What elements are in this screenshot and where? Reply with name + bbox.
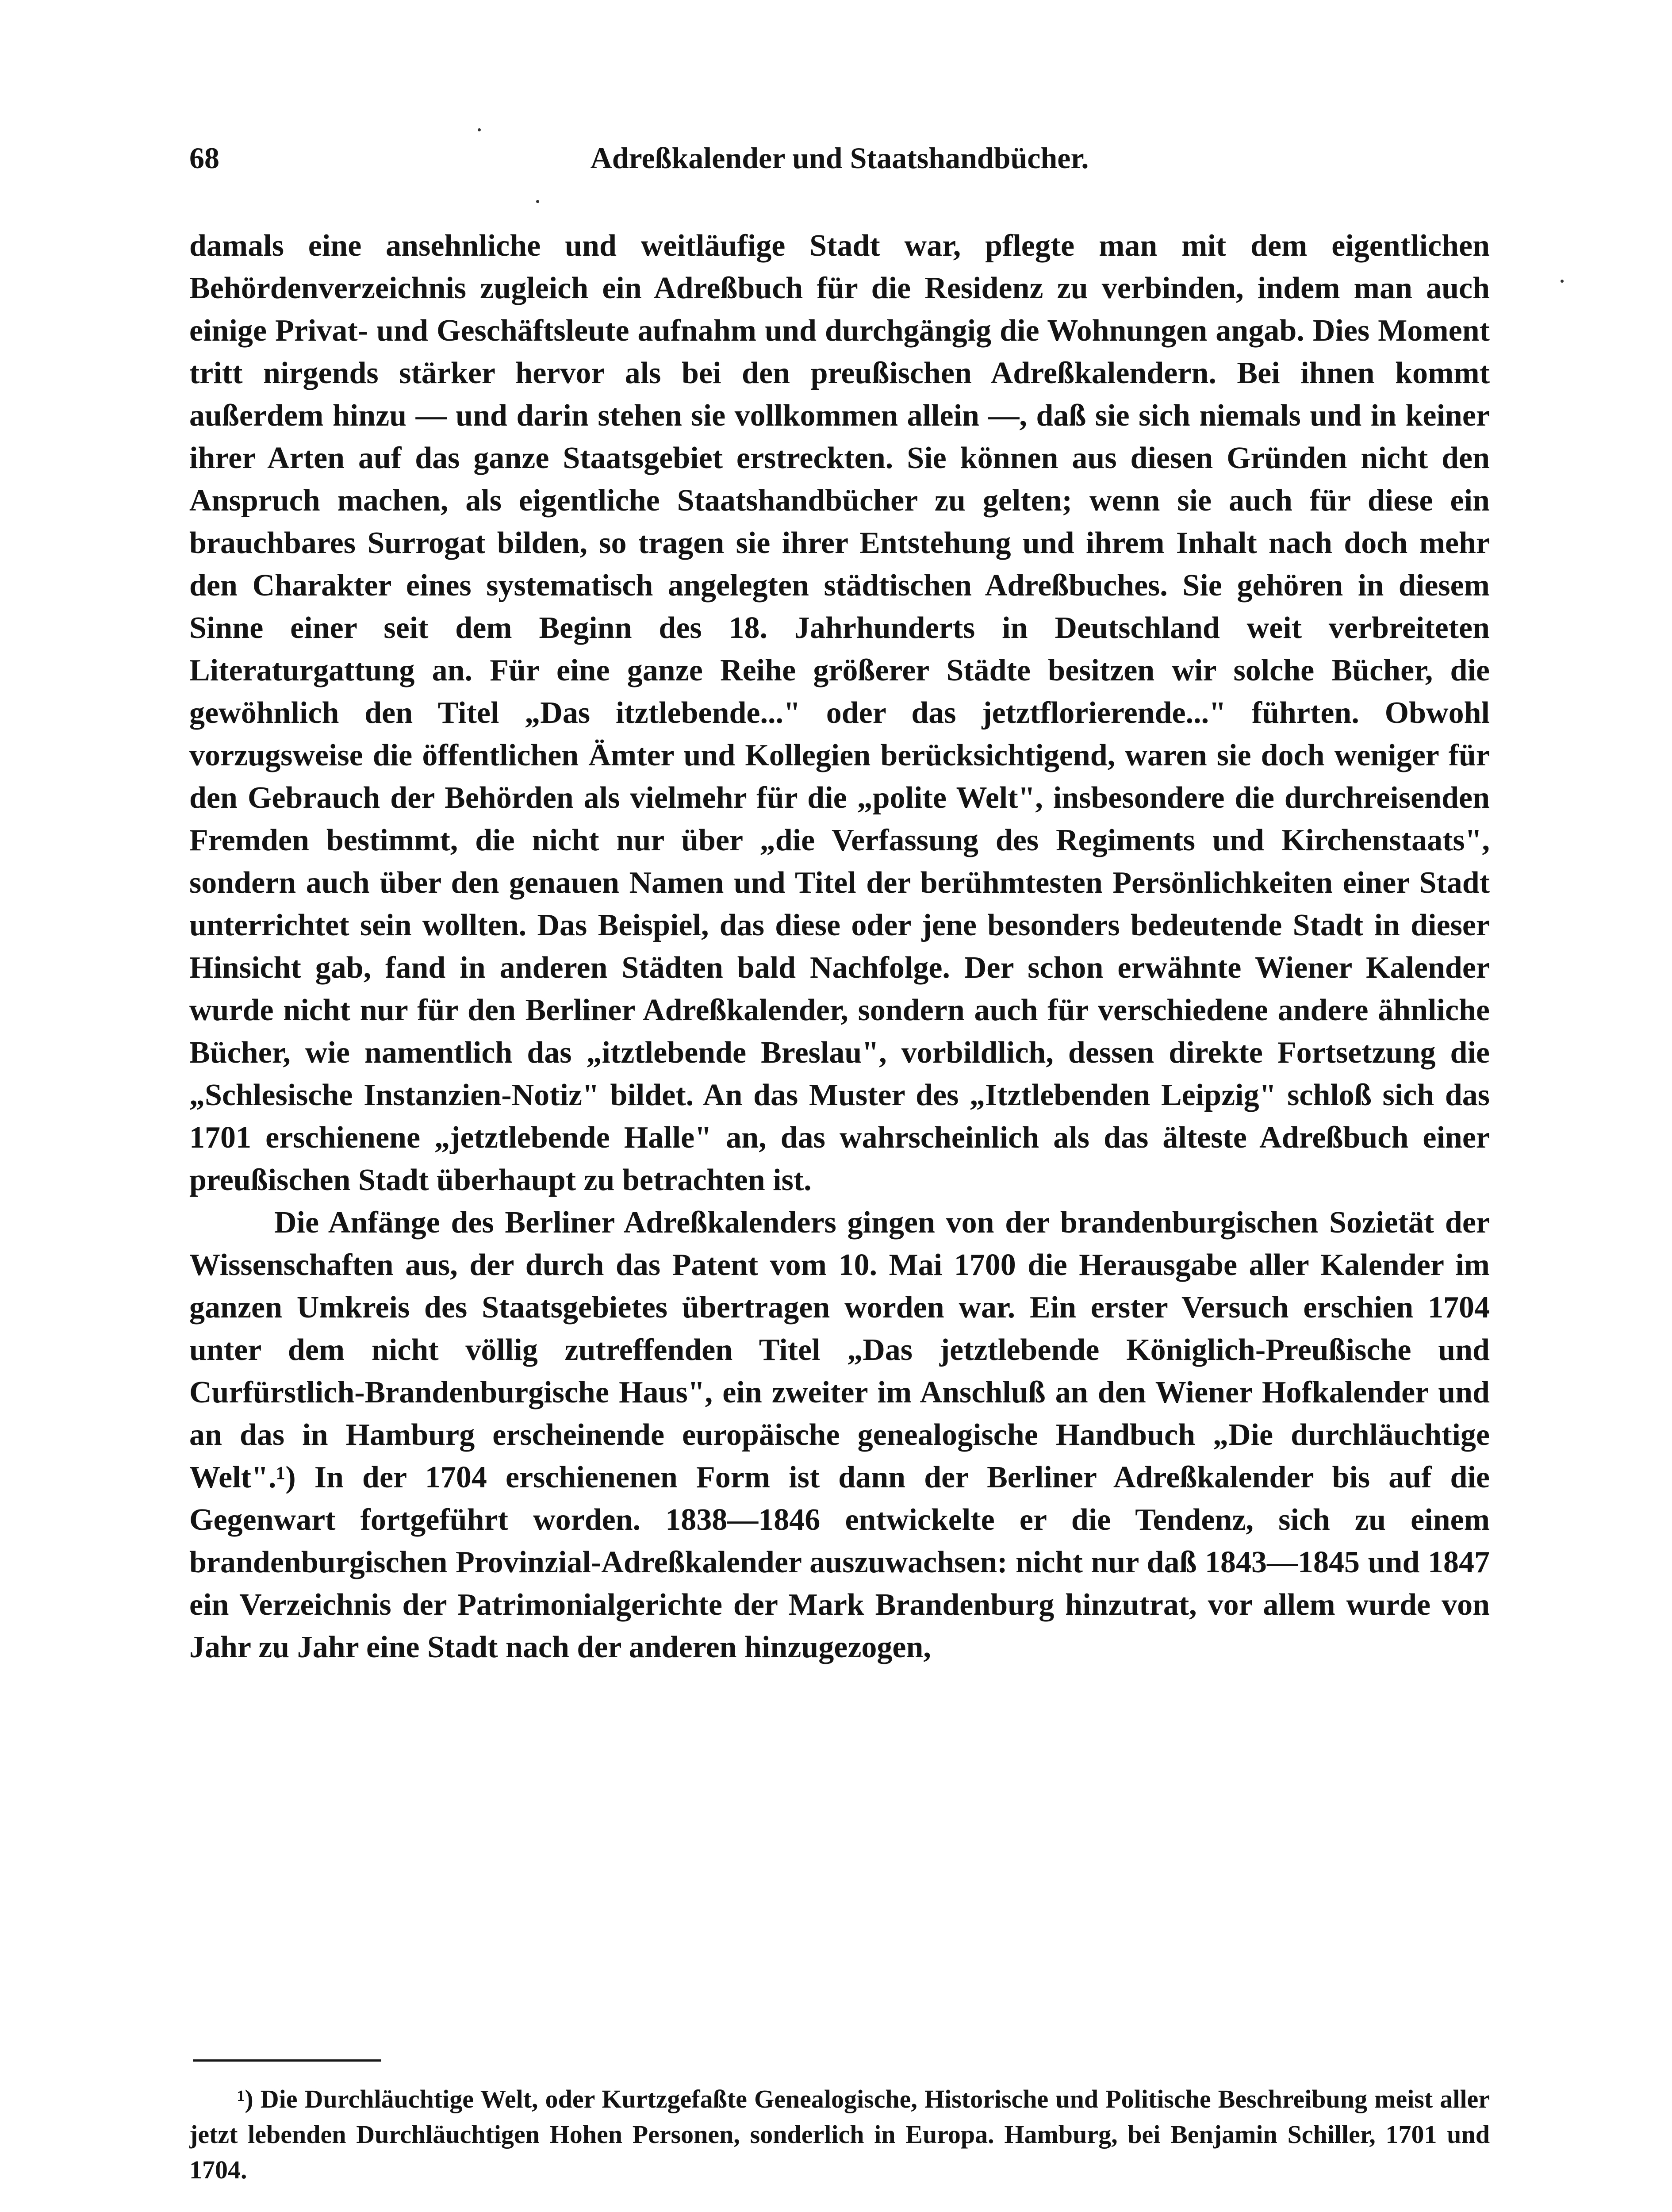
print-speck: [478, 128, 481, 131]
footnote-rule: [193, 2059, 381, 2062]
body-text: [189, 225, 1490, 1669]
running-title: Adreßkalender und Staatshandbücher.: [590, 141, 1089, 175]
running-head: [189, 141, 1490, 189]
paragraph-1: damals eine ansehnliche und weitläufige Stadt war, pflegte man mit dem eigentlichen Behördenverzeichnis zugleich ein Adreßbuch für die Residenz zu verbinden, indem man auch einige Privat- und Geschäftsleute aufnahm und durchgängig die Wohnungen angab. Dies Moment tritt nirgends stärker hervor als bei den preußischen Adreßkalendern. Bei ihnen kommt außerdem hinzu — und darin stehen sie vollkommen allein —, daß sie sich niemals und in keiner ihrer Arten auf das ganze Staatsgebiet erstreckten. Sie können aus diesen Gründen nicht den Anspruch machen, als eigentliche Staatshandbücher zu gelten; wenn sie auch für diese ein brauchbares Surrogat bilden, so tragen sie ihrer Entstehung und ihrem Inhalt nach doch mehr den Charakter eines systematisch angelegten städtischen Adreßbuches. Sie gehören in diesem Sinne einer seit dem Beginn des 18. Jahrhunderts in Deutschland weit verbreiteten Literaturgattung an. Für eine ganze Reihe größerer Städte besitzen wir solche Bücher, die gewöhnlich den Titel „Das itztlebende..." oder das jetztflorierende..." führten. Obwohl vorzugsweise die öffentlichen Ämter und Kollegien berücksichtigend, waren sie doch weniger für den Gebrauch der Behörden als vielmehr für die „polite Welt", insbesondere die durchreisenden Fremden bestimmt, die nicht nur über „die Verfassung des Regiments und Kirchenstaats", sondern auch über den genauen Namen und Titel der berühmtesten Persönlichkeiten einer Stadt unterrichtet sein wollten. Das Beispiel, das diese oder jene besonders bedeutende Stadt in dieser Hinsicht gab, fand in anderen Städten bald Nachfolge. Der schon erwähnte Wiener Kalender wurde nicht nur für den Berliner Adreßkalender, sondern auch für verschiedene andere ähnliche Bücher, wie namentlich das „itztlebende Breslau", vorbildlich, dessen direkte Fortsetzung die „Schlesische Instanzien-Notiz" bildet. An das Muster des „Itztlebenden Leipzig" schloß sich das 1701 erschienene „jetztlebende Halle" an, das wahrscheinlich als das älteste Adreßbuch einer preußischen Stadt überhaupt zu betrachten ist.: [189, 229, 1490, 1197]
print-speck: [1561, 280, 1564, 283]
print-speck: [536, 200, 539, 203]
footnote: ¹) Die Durchläuchtige Welt, oder Kurtzgefaßte Genealogische, Historische und Politische Beschreibung meist aller jetzt lebenden Durchläuchtigen Hohen Personen, sonderlich in Europa. Hamburg, bei Benjamin Schiller, 1701 und 1704.: [189, 2085, 1490, 2184]
paragraph-2: Die Anfänge des Berliner Adreßkalenders gingen von der brandenburgischen Sozietät der Wissenschaften aus, der durch das Patent vom 10. Mai 1700 die Herausgabe aller Kalender im ganzen Umkreis des Staatsgebietes übertragen worden war. Ein erster Versuch erschien 1704 unter dem nicht völlig zutreffenden Titel „Das jetztlebende Königlich-Preußische und Curfürstlich-Brandenburgische Haus", ein zweiter im Anschluß an den Wiener Hofkalender und an das in Hamburg erscheinende europäische genealogische Handbuch „Die durchläuchtige Welt".¹) In der 1704 erschienenen Form ist dann der Berliner Adreßkalender bis auf die Gegenwart fortgeführt worden. 1838—1846 entwickelte er die Tendenz, sich zu einem brandenburgischen Provinzial-Adreßkalender auszuwachsen: nicht nur daß 1843—1845 und 1847 ein Verzeichnis der Patrimonialgerichte der Mark Brandenburg hinzutrat, vor allem wurde von Jahr zu Jahr eine Stadt nach der anderen hinzugezogen,: [189, 1206, 1490, 1664]
page-number: 68: [189, 141, 219, 175]
